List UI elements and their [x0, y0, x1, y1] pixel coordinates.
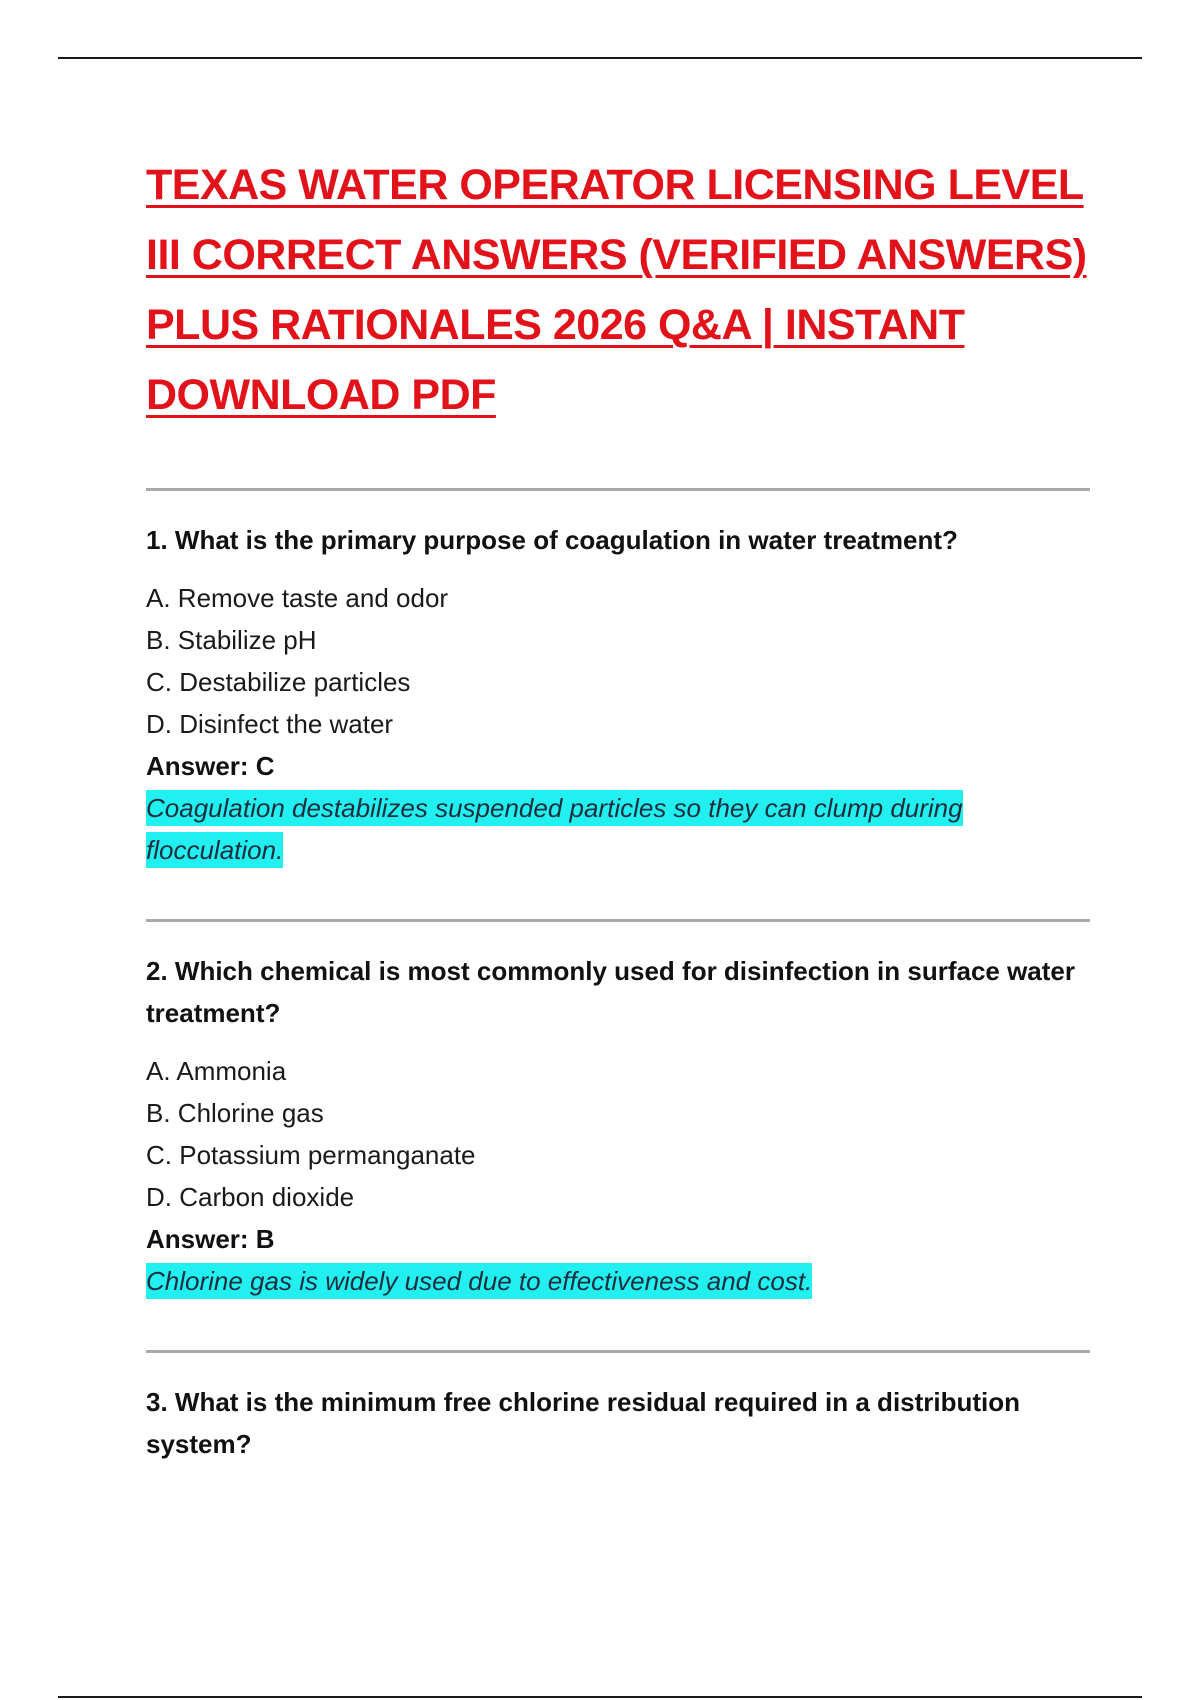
answer-line: Answer: B: [146, 1224, 275, 1254]
rationale-highlight: Chlorine gas is widely used due to effectiveness and cost.: [146, 1263, 812, 1299]
question-text: 2. Which chemical is most commonly used for disinfection in surface water treatment?: [146, 956, 1076, 1028]
option-list: [146, 1050, 1090, 1218]
option-b: B. Stabilize pH: [146, 625, 317, 655]
question-block-1: [146, 491, 1090, 919]
rationale-highlight: Coagulation destabilizes suspended particles so they can clump during flocculation.: [146, 790, 963, 868]
option-b: B. Chlorine gas: [146, 1098, 324, 1128]
rationale-text: [146, 787, 1090, 871]
option-a: A. Remove taste and odor: [146, 583, 449, 613]
page-bottom-rule: [58, 1696, 1142, 1698]
question-text: 3. What is the minimum free chlorine residual required in a distribution system?: [146, 1387, 1021, 1459]
option-a: A. Ammonia: [146, 1056, 287, 1086]
document-content: [146, 150, 1090, 1529]
answer-line: Answer: C: [146, 751, 275, 781]
option-d: D. Carbon dioxide: [146, 1182, 355, 1212]
question-block-3: [146, 1353, 1090, 1529]
option-list: [146, 577, 1090, 745]
option-c: C. Destabilize particles: [146, 667, 411, 697]
question-block-2: [146, 922, 1090, 1350]
page-top-rule: [58, 57, 1142, 59]
option-c: C. Potassium permanganate: [146, 1140, 476, 1170]
question-text: 1. What is the primary purpose of coagulation in water treatment?: [146, 525, 958, 555]
document-title: TEXAS WATER OPERATOR LICENSING LEVEL III CORRECT ANSWERS (VERIFIED ANSWERS) PLUS RATIONALES 2026 Q&A | INSTANT DOWNLOAD PDF: [146, 161, 1087, 419]
option-d: D. Disinfect the water: [146, 709, 394, 739]
rationale-text: [146, 1260, 1090, 1302]
